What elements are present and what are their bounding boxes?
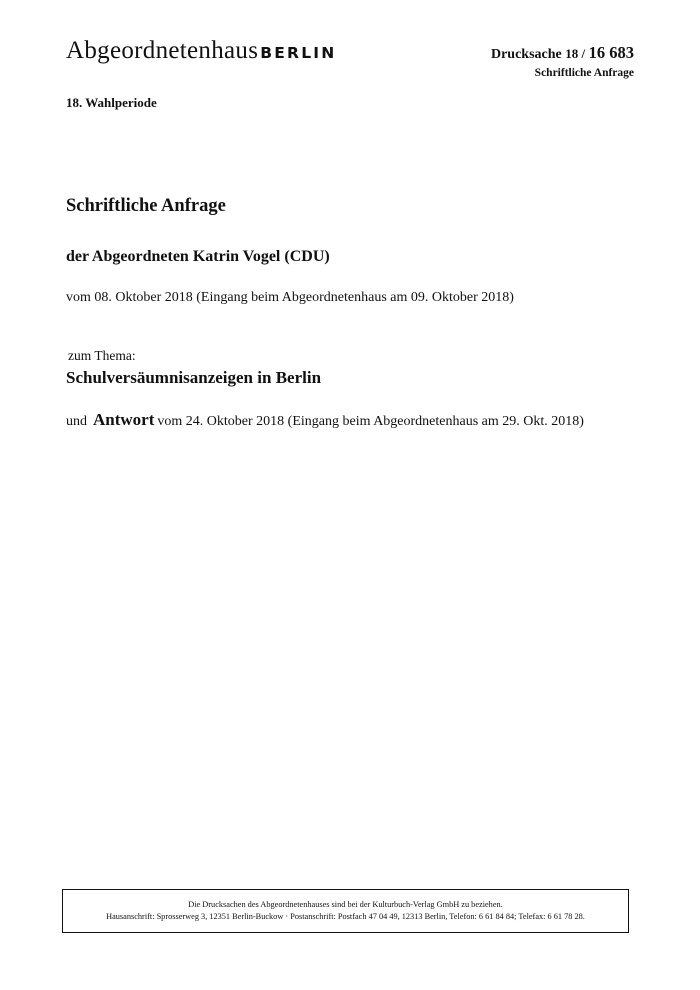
parliament-logo xyxy=(66,38,336,63)
document-type: Schriftliche Anfrage xyxy=(534,67,634,79)
topic-label: zum Thema: xyxy=(68,348,136,363)
document-identifier xyxy=(491,44,634,81)
legislative-period: 18. Wahlperiode xyxy=(66,95,157,110)
footer-box xyxy=(62,889,629,933)
document-number xyxy=(491,44,634,64)
date-line: vom 08. Oktober 2018 (Eingang beim Abgeordnetenhaus am 09. Oktober 2018) xyxy=(66,290,514,305)
document-number-main: 16 683 xyxy=(588,43,634,62)
document-number-prefix: 18 / xyxy=(565,46,586,61)
footer-line-distribution: Die Drucksachen des Abgeordnetenhauses sind bei der Kulturbuch-Verlag GmbH zu beziehen. xyxy=(188,900,503,909)
answer-word: Antwort xyxy=(93,410,155,429)
logo-city: BERLIN xyxy=(260,44,337,62)
author-line: der Abgeordneten Katrin Vogel (CDU) xyxy=(66,248,330,265)
footer-line-address: Hausanschrift: Sprosserweg 3, 12351 Berlin-Buckow · Postanschrift: Postfach 47 04 49, 12313 Berlin, Telefon: 6 61 84 84; Telefax: 6 61 78 28. xyxy=(106,911,585,921)
page-title: Schriftliche Anfrage xyxy=(66,196,226,216)
answer-date: vom 24. Oktober 2018 (Eingang beim Abgeordnetenhaus am 29. Okt. 2018) xyxy=(157,414,584,429)
answer-line xyxy=(66,410,584,430)
answer-prefix: und xyxy=(66,414,87,429)
topic-title: Schulversäumnisanzeigen in Berlin xyxy=(66,368,322,387)
logo-institution: Abgeordnetenhaus xyxy=(66,37,259,64)
document-label: Drucksache xyxy=(490,47,562,62)
